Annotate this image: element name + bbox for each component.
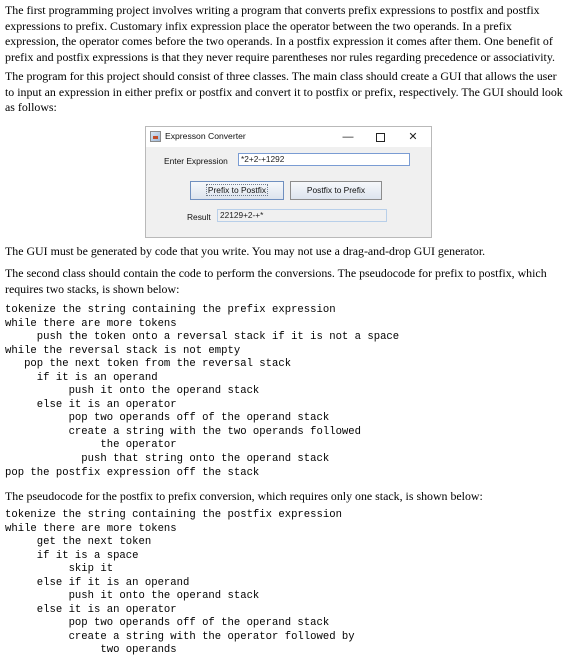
result-label: Result xyxy=(187,212,211,222)
classes-paragraph: The program for this project should consist of three classes. The main class should create a GUI that allows the user to input an expression in either prefix or postfix and convert it to postfix or prefix, respectively. The GUI should look as follows: xyxy=(5,69,563,115)
postfix-to-prefix-label: Postfix to Prefix xyxy=(306,185,366,195)
expression-converter-window xyxy=(145,126,432,238)
postfix-to-prefix-button[interactable] xyxy=(290,181,382,200)
prefix-to-postfix-label: Prefix to Postfix xyxy=(207,185,267,195)
gui-requirement-paragraph: The GUI must be generated by code that you write. You may not use a drag-and-drop GUI generator. xyxy=(5,244,486,258)
window-titlebar xyxy=(146,127,431,147)
close-icon[interactable]: ✕ xyxy=(408,131,418,143)
postfix-to-prefix-pseudocode: tokenize the string containing the postfix expression while there are more tokens get the next token if it is a space skip it else if it is an operand push it onto the operand stack else it is an operator pop two operands off of the operand stack create a string with the operator followed by two operands xyxy=(5,509,355,657)
window-title: Expresson Converter xyxy=(165,131,246,141)
prefix-to-postfix-pseudocode: tokenize the string containing the prefix expression while there are more tokens push the token onto a reversal stack if it is not a space while the reversal stack is not empty pop the next token from the reversal stack if it is an operand push it onto the operand stack else it is an operator pop two operands off of the operand stack create a string with the two operands followed the operator push that string onto the operand stack pop the postfix expression off the stack xyxy=(5,304,400,479)
second-class-paragraph: The second class should contain the code to perform the conversions. The pseudocode for prefix to postfix, which requires two stacks, is shown below: xyxy=(5,266,547,296)
expression-input[interactable]: *2+2-+1292 xyxy=(238,153,410,166)
minimize-icon[interactable]: — xyxy=(342,131,354,143)
intro-paragraph: The first programming project involves writing a program that converts prefix expressions to postfix and postfix expressions to prefix. Customary infix expression place the operator between the two operands. In a prefix expression, the operator comes before the two operands. In a postfix expression it comes after them. One benefit of prefix and postfix expressions is that they never require parentheses nor rules regarding precedence or associativity. xyxy=(5,3,555,64)
result-field: 22129+2-+* xyxy=(217,209,387,222)
enter-expression-label: Enter Expression xyxy=(164,156,228,166)
prefix-to-postfix-button[interactable] xyxy=(190,181,284,200)
maximize-icon[interactable] xyxy=(365,128,395,146)
java-app-icon xyxy=(150,131,161,142)
postfix-to-prefix-paragraph: The pseudocode for the postfix to prefix conversion, which requires only one stack, is shown below: xyxy=(5,489,483,503)
